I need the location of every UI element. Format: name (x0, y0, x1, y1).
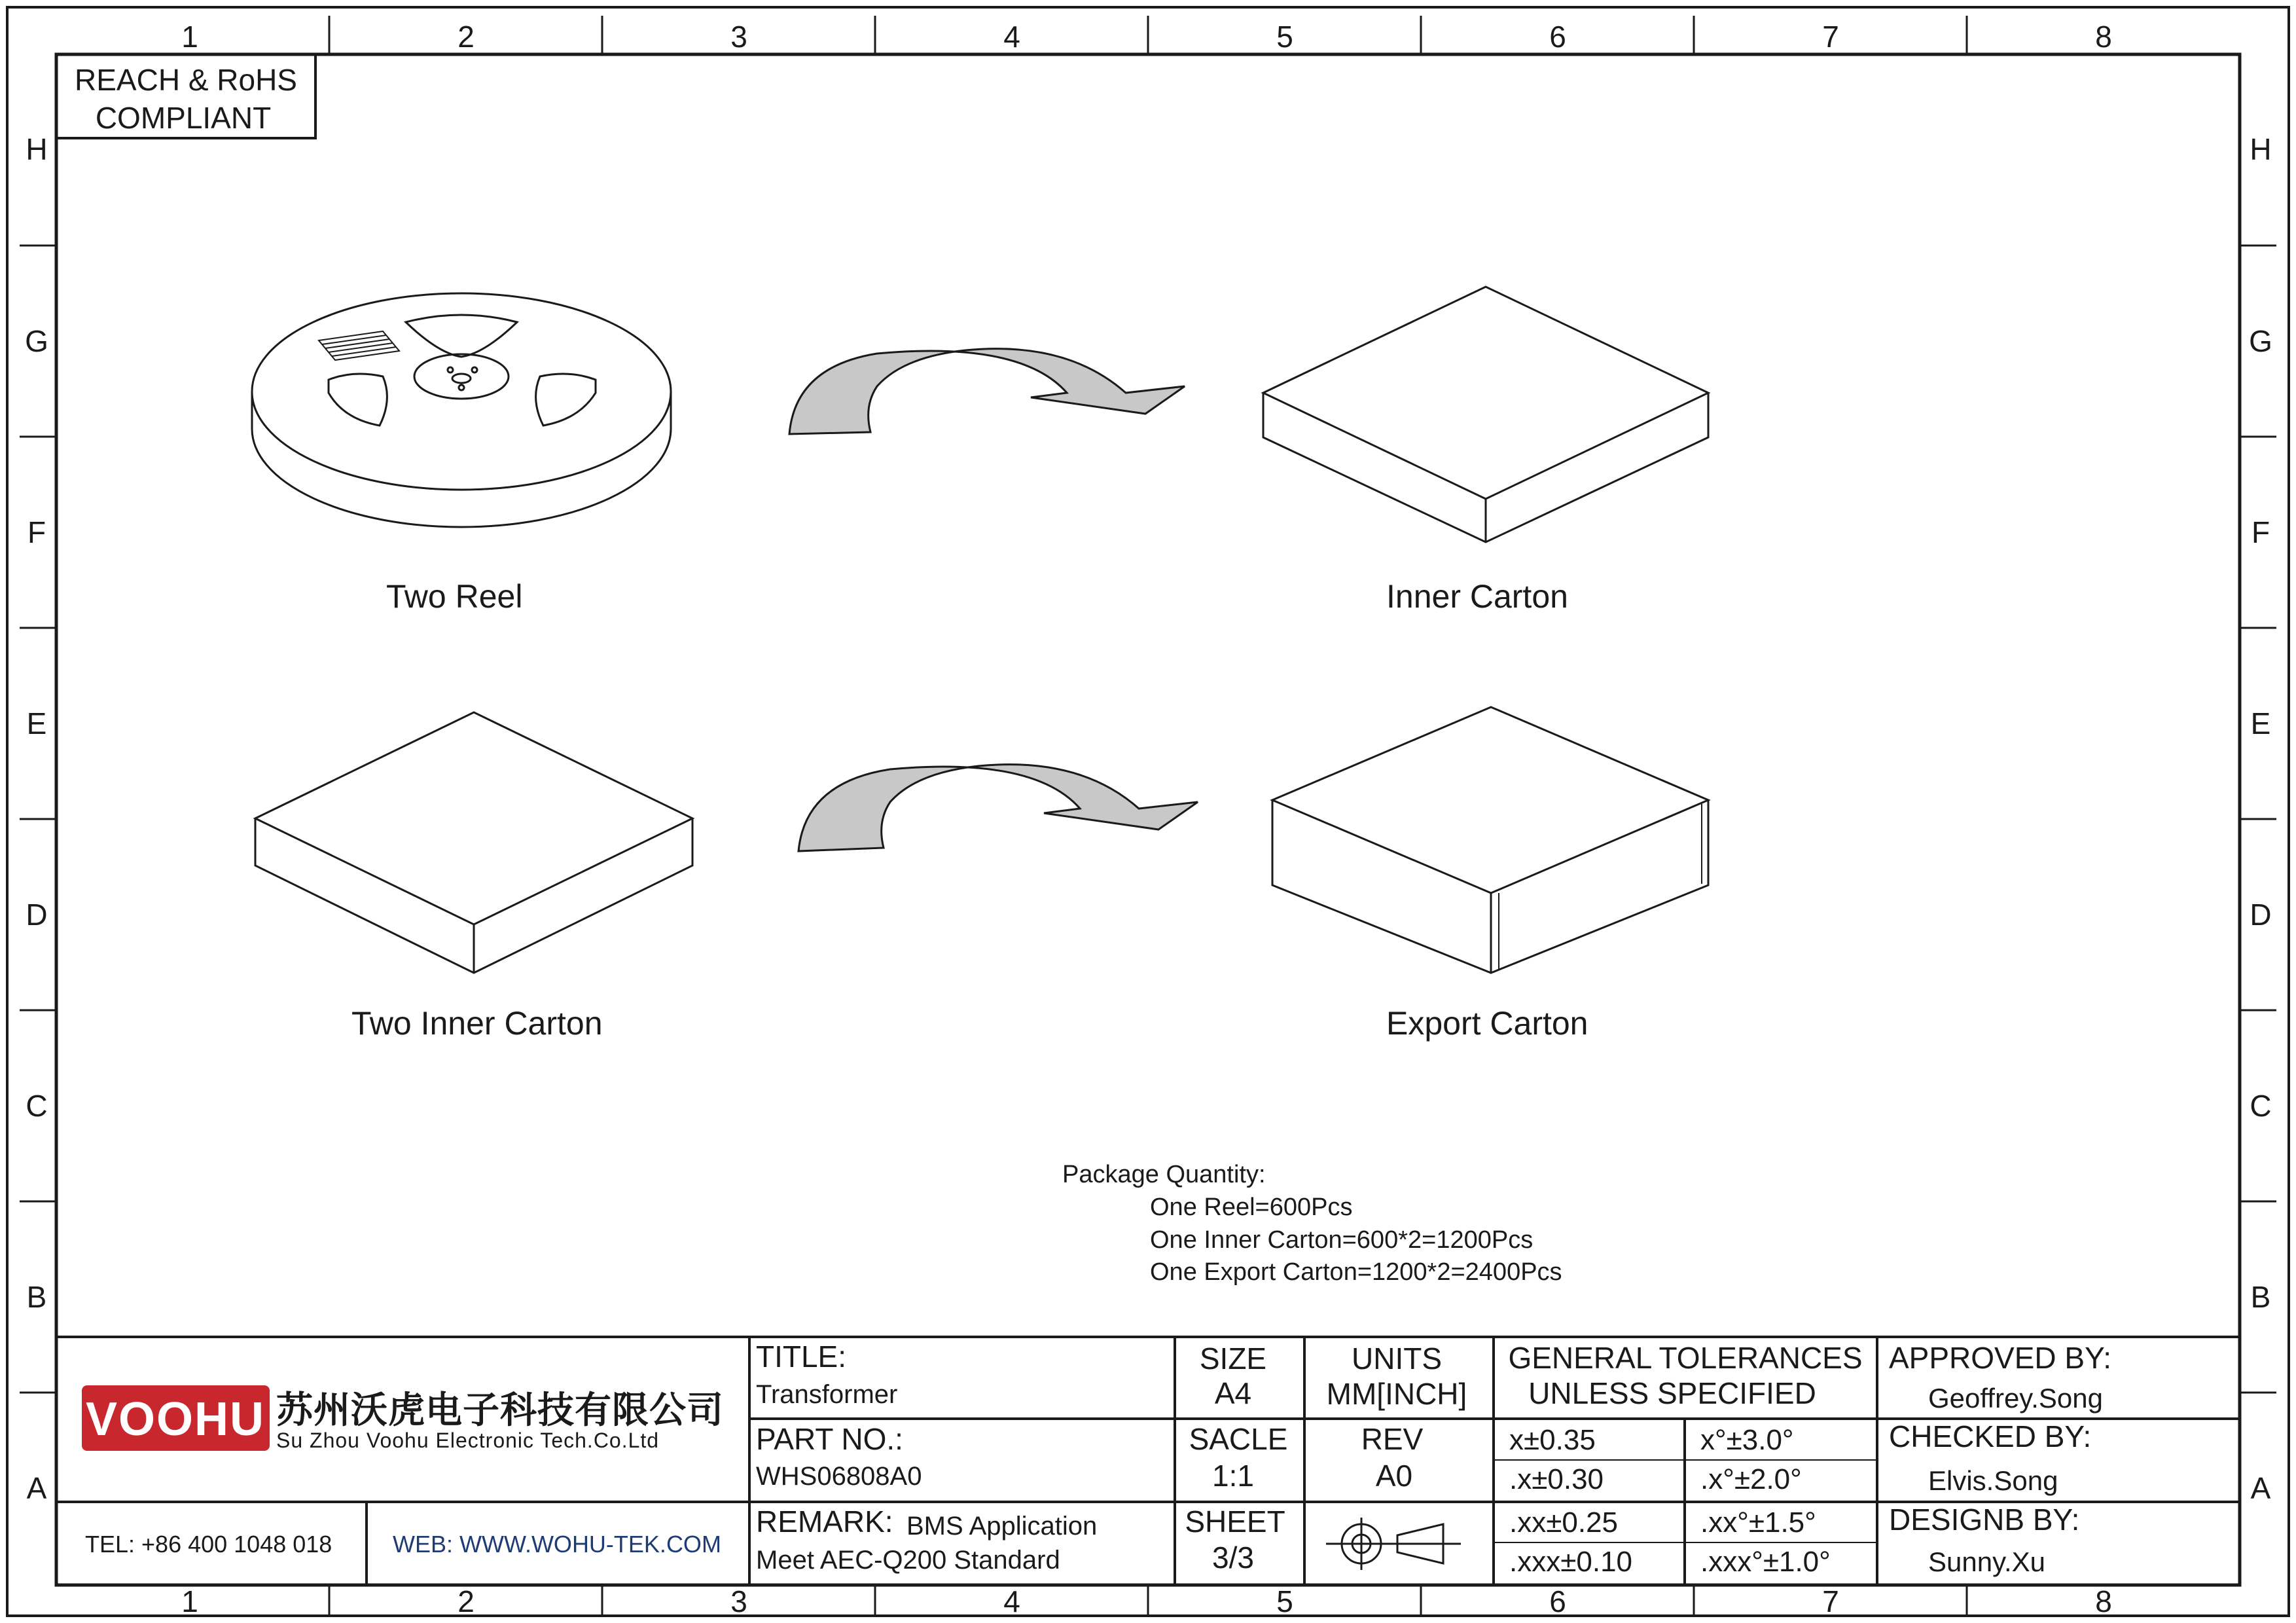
remark-label: REMARK: (756, 1504, 893, 1539)
zone-col-4-bottom: 4 (1003, 1584, 1020, 1618)
caption-export-carton: Export Carton (1386, 1005, 1588, 1042)
zone-row-c-left: C (26, 1089, 48, 1123)
company-web: WEB: WWW.WOHU-TEK.COM (393, 1531, 721, 1558)
zone-col-1-bottom: 1 (181, 1584, 198, 1618)
units-label: UNITS (1352, 1341, 1442, 1376)
zone-col-2-bottom: 2 (457, 1584, 475, 1618)
sheet-value: 3/3 (1212, 1541, 1254, 1575)
units-value: MM[INCH] (1326, 1377, 1467, 1411)
scale-label: SACLE (1189, 1422, 1288, 1456)
zone-col-3-bottom: 3 (730, 1584, 747, 1618)
part-no-value: WHS06808A0 (756, 1462, 922, 1491)
company-tel: TEL: +86 400 1048 018 (85, 1531, 332, 1558)
zone-col-8-top: 8 (2095, 20, 2112, 54)
remark-value-2: Meet AEC-Q200 Standard (756, 1546, 1060, 1575)
compliance-line-1: REACH & RoHS (75, 63, 297, 97)
compliance-badge (56, 54, 315, 138)
package-quantity-line-1: One Reel=600Pcs (1150, 1194, 1353, 1221)
package-quantity-line-2: One Inner Carton=600*2=1200Pcs (1150, 1226, 1534, 1254)
checked-by-value: Elvis.Song (1928, 1465, 2058, 1496)
tolerances-heading-1: GENERAL TOLERANCES (1508, 1341, 1863, 1375)
zone-row-c-right: C (2250, 1089, 2272, 1123)
inner-carton-illustration (1263, 287, 1708, 542)
approved-by-label: APPROVED BY: (1889, 1341, 2112, 1375)
approved-by-value: Geoffrey.Song (1928, 1383, 2103, 1413)
designed-by-value: Sunny.Xu (1928, 1546, 2046, 1577)
package-quantity-line-3: One Export Carton=1200*2=2400Pcs (1150, 1258, 1562, 1286)
rev-label: REV (1361, 1422, 1424, 1456)
two-inner-carton-illustration (255, 712, 692, 973)
zone-row-b-right: B (2250, 1280, 2271, 1314)
checked-by-label: CHECKED BY: (1889, 1419, 2092, 1453)
compliance-line-2: COMPLIANT (95, 101, 272, 135)
scale-value: 1:1 (1212, 1459, 1254, 1493)
reel-illustration (252, 293, 671, 527)
size-value: A4 (1214, 1376, 1252, 1410)
zone-row-d-right: D (2250, 898, 2272, 932)
zone-col-5-bottom: 5 (1276, 1584, 1293, 1618)
logo-text: VOOHU (85, 1393, 266, 1446)
zone-col-8-bottom: 8 (2095, 1584, 2112, 1618)
zone-row-e-right: E (2250, 706, 2271, 740)
zone-col-1-top: 1 (181, 20, 198, 54)
zone-row-a-right: A (2250, 1471, 2271, 1505)
zone-row-h-right: H (2250, 132, 2272, 166)
sheet-label: SHEET (1185, 1504, 1285, 1539)
zone-col-6-bottom: 6 (1549, 1584, 1566, 1618)
zone-row-d-left: D (26, 898, 48, 932)
size-label: SIZE (1199, 1341, 1267, 1376)
package-quantity-notes (1062, 1161, 1562, 1286)
zone-row-g-right: G (2249, 324, 2272, 358)
company-name-en: Su Zhou Voohu Electronic Tech.Co.Ltd (276, 1429, 660, 1452)
tolerance-angular-1: x°±3.0° (1700, 1424, 1794, 1456)
zone-row-b-left: B (26, 1280, 47, 1314)
voohu-logo (82, 1385, 270, 1451)
zone-col-4-top: 4 (1003, 20, 1020, 54)
tolerance-linear-4: .xxx±0.10 (1509, 1546, 1633, 1578)
caption-inner-carton: Inner Carton (1386, 578, 1568, 615)
zone-row-f-left: F (27, 515, 46, 549)
caption-two-inner-carton: Two Inner Carton (351, 1005, 603, 1042)
title-block (56, 1337, 2240, 1585)
third-angle-projection-icon (1326, 1518, 1461, 1570)
designed-by-label: DESIGNB BY: (1889, 1503, 2080, 1537)
tolerance-angular-4: .xxx°±1.0° (1700, 1546, 1831, 1578)
zone-col-5-top: 5 (1276, 20, 1293, 54)
zone-row-f-right: F (2251, 515, 2270, 549)
zone-col-6-top: 6 (1549, 20, 1566, 54)
title-value: Transformer (756, 1380, 898, 1409)
tolerance-linear-1: x±0.35 (1509, 1424, 1596, 1456)
company-name-cn: 苏州沃虎电子科技有限公司 (276, 1389, 724, 1432)
zone-row-g-left: G (25, 324, 48, 358)
title-label: TITLE: (756, 1340, 847, 1374)
arrow-inner-to-export-carton (798, 765, 1198, 851)
zone-col-7-top: 7 (1822, 20, 1839, 54)
tolerance-angular-3: .xx°±1.5° (1700, 1506, 1816, 1539)
rev-value: A0 (1375, 1459, 1413, 1493)
part-no-label: PART NO.: (756, 1422, 903, 1456)
tolerance-linear-2: .x±0.30 (1509, 1463, 1604, 1495)
package-quantity-heading: Package Quantity: (1062, 1161, 1266, 1188)
tolerances-heading-2: UNLESS SPECIFIED (1528, 1376, 1816, 1410)
tolerance-linear-3: .xx±0.25 (1509, 1506, 1619, 1539)
zone-row-e-left: E (26, 706, 47, 740)
arrow-reel-to-inner-carton (789, 349, 1185, 434)
zone-row-h-left: H (26, 132, 48, 166)
export-carton-illustration (1272, 707, 1708, 973)
zone-row-a-left: A (26, 1471, 47, 1505)
zone-col-7-bottom: 7 (1822, 1584, 1839, 1618)
remark-value-1: BMS Application (906, 1512, 1098, 1541)
zone-col-3-top: 3 (730, 20, 747, 54)
zone-col-2-top: 2 (457, 20, 475, 54)
tolerance-angular-2: .x°±2.0° (1700, 1463, 1802, 1495)
caption-two-reel: Two Reel (386, 578, 523, 615)
